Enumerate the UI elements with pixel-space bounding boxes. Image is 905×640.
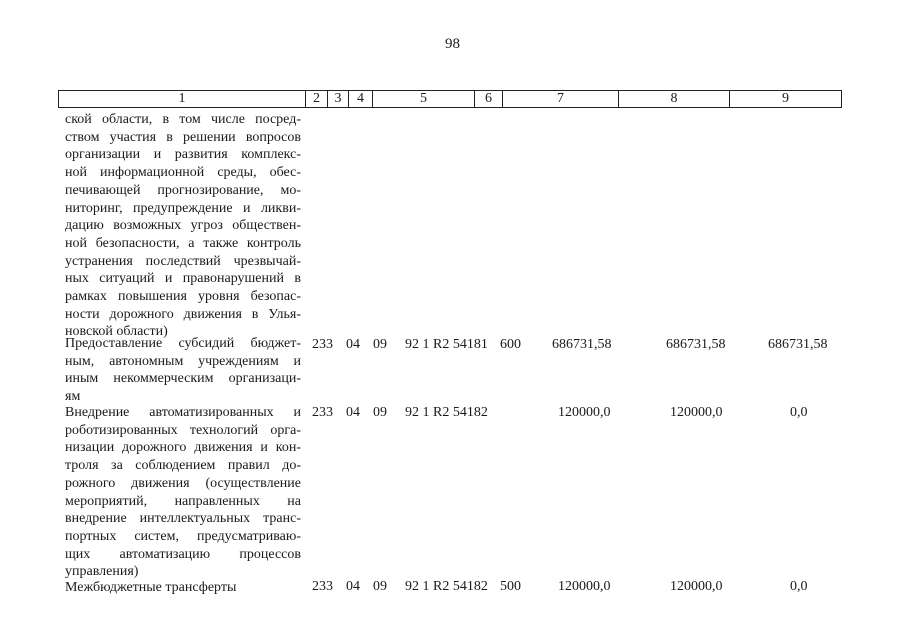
row-3-section: 04 <box>346 579 360 594</box>
text-line: иным некоммерческим организаци- <box>65 371 301 387</box>
text-line: печивающей прогнозирование, мо- <box>65 182 301 198</box>
row-1-expense-type: 600 <box>500 337 521 352</box>
header-col-6: 6 <box>475 91 503 107</box>
text-line: ством участия в решении вопросов <box>65 129 301 145</box>
row-1-value-col9: 686731,58 <box>768 337 828 352</box>
text-line: новской области) <box>65 324 168 340</box>
text-line: организации и развития комплекс- <box>65 147 301 163</box>
text-line: низации дорожного движения и кон- <box>65 440 301 456</box>
row-3-target: 92 1 R2 54182 <box>405 579 488 594</box>
text-line: мероприятий, направленных на <box>65 493 301 509</box>
text-line: Предоставление субсидий бюджет- <box>65 336 301 351</box>
row-2-value-col8: 120000,0 <box>670 405 723 420</box>
text-line: управления) <box>65 564 139 580</box>
row-3-subsection: 09 <box>373 579 387 594</box>
header-col-7: 7 <box>503 91 619 107</box>
text-line: ной безопасности, а также контроль <box>65 235 301 251</box>
row-1-target: 92 1 R2 54181 <box>405 337 488 352</box>
row-2-ministry: 233 <box>312 405 333 420</box>
text-line: дацию возможных угроз обществен- <box>65 218 301 234</box>
row-2-subsection: 09 <box>373 405 387 420</box>
row-2-section: 04 <box>346 405 360 420</box>
text-line: Межбюджетные трансферты <box>65 580 237 595</box>
text-line: ной информационной среды, обес- <box>65 165 301 181</box>
row-1-value-col8: 686731,58 <box>666 337 726 352</box>
row-1-subsection: 09 <box>373 337 387 352</box>
text-line: ям <box>65 389 81 405</box>
header-col-2: 2 <box>306 91 328 107</box>
text-line: рамках повышения уровня безопас- <box>65 289 301 305</box>
row-2-value-col7: 120000,0 <box>558 405 611 420</box>
text-line: роботизированных технологий орга- <box>65 422 301 438</box>
row-3-value-col9: 0,0 <box>790 579 808 594</box>
continued-description <box>65 111 301 341</box>
text-line: портных систем, предусматриваю- <box>65 528 301 544</box>
page-number: 98 <box>445 36 460 52</box>
header-col-1: 1 <box>59 91 306 107</box>
row-3-description <box>65 579 301 597</box>
header-col-9: 9 <box>782 91 789 106</box>
row-3-ministry: 233 <box>312 579 333 594</box>
text-line: ской области, в том числе посред- <box>65 112 301 127</box>
header-col-3: 3 <box>328 91 349 107</box>
row-3-expense-type: 500 <box>500 579 521 594</box>
text-line: Внедрение автоматизированных и <box>65 405 301 420</box>
row-1-description <box>65 335 301 406</box>
row-3-value-col7: 120000,0 <box>558 579 611 594</box>
text-line: троля за соблюдением правил до- <box>65 458 301 474</box>
text-line: устранения последствий чрезвычай- <box>65 253 301 269</box>
text-line: ниторинг, предупреждение и ликви- <box>65 200 301 216</box>
header-col-8: 8 <box>619 91 730 107</box>
text-line: внедрение интеллектуальных транс- <box>65 511 301 527</box>
row-2-target: 92 1 R2 54182 <box>405 405 488 420</box>
row-2-value-col9: 0,0 <box>790 405 808 420</box>
table-header <box>58 90 842 108</box>
header-col-5: 5 <box>373 91 475 107</box>
row-1-value-col7: 686731,58 <box>552 337 612 352</box>
row-1-section: 04 <box>346 337 360 352</box>
text-line: ных ситуаций и правонарушений в <box>65 271 301 287</box>
text-line: щих автоматизацию процессов <box>65 546 301 562</box>
text-line: ности дорожного движения в Улья- <box>65 306 301 322</box>
text-line: ным, автономным учреждениям и <box>65 353 301 369</box>
row-3-value-col8: 120000,0 <box>670 579 723 594</box>
header-col-4: 4 <box>349 91 373 107</box>
row-1-ministry: 233 <box>312 337 333 352</box>
row-2-description <box>65 404 301 581</box>
text-line: рожного движения (осуществление <box>65 475 301 491</box>
